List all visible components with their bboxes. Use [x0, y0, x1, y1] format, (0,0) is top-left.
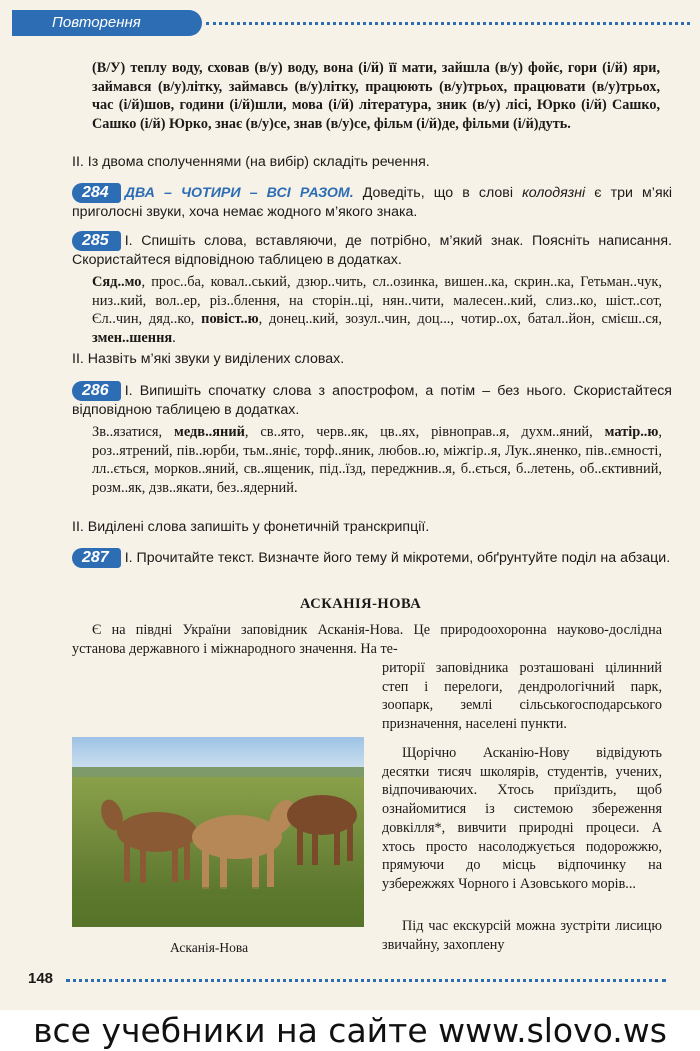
site-banner: все учебники на сайте www.slovo.ws — [0, 1010, 700, 1051]
exercise-284-tag: ДВА – ЧОТИРИ – ВСІ РАЗОМ. — [124, 185, 354, 201]
intro-task2: II. Із двома сполученнями (на вибір) складіть речення. — [72, 154, 430, 170]
exercise-285-task1: 285 I. Спишіть слова, вставляючи, де потрібно, м’який знак. Поясніть написання. Скористайтеся відповідною таблицею в додатках. — [72, 232, 672, 268]
exercise-number-286: 286 — [72, 381, 121, 401]
exercise-number-284: 284 — [72, 183, 121, 203]
intro-words: (В/У) теплу воду, сховав (в/у) воду, вона (і/й) її мати, зайшла (в/у) фойє, гори (і/й) яри, займався (в/у)літку, займавсь (в/у)літку, працюють (в/у)трьох, працювати (в/у)трьох, час (і/й)шов, години (і/й)шли, мова (і/й) література, зник (в/у) лісі, Юрко (і/й) Сашко, Сашко (і/й) Юрко, знає (в/у)се, знав (в/у)се, фільм (і/й)де, фільми (і/й)дуть. — [92, 60, 660, 133]
photo-caption: Асканія-Нова — [170, 940, 249, 955]
exercise-285-words: Сяд..мо, прос..ба, ковал..ський, дзюр..чить, сл..озинка, вишен..ка, скрин..ка, Гетьман..чук, низ..кий, вол..ер, різ..блення, на сторін..ці, нян..чити, малесен..кий, слиз..ко, шіст..сот, Єл..чин, дяд..ко, повіст..ю, донец..кий, зозул..чин, доц..., чотир..ох, батал..йон, смієш..ся, змен..шення. — [92, 274, 662, 347]
exercise-287-task1: 287 I. Прочитайте текст. Визначте його тему й мікротеми, обґрунтуйте поділ на абзаци. — [72, 548, 672, 568]
exercise-286-task2: II. Виділені слова запишіть у фонетичній транскрипції. — [72, 519, 430, 535]
article-paragraph-1: Є на півдні України заповідник Асканія-Нова. Це природоохоронна науково-дослідна установа державного і міжнародного значення. На те- — [72, 622, 662, 657]
page-number: 148 — [28, 970, 54, 987]
article-title: АСКАНІЯ-НОВА — [300, 596, 422, 612]
exercise-286-words: Зв..язатися, медв..яний, св..ято, черв..як, цв..ях, рівноправ..я, духм..яний, матір..ю, роз..ятрений, пів..юрби, тьм..яніє, торф..яник, любов..ю, міжгір..я, Лук..яненко, пів..ємності, лл..ється, морков..яний, св..ященик, під..їзд, переджнив..я, б..ється, б..летень, об..єктивний, розм..як, дзв..якати, без..ядерний. — [92, 424, 663, 497]
article-paragraph-1-rest: риторії заповідника розташовані цілинний степ і перелоги, дендрологічний парк, зоопарк, землі сільськогосподарського призначення, населені пункти. — [382, 660, 662, 733]
exercise-number-285: 285 — [72, 231, 121, 251]
exercise-284: 284 ДВА – ЧОТИРИ – ВСІ РАЗОМ. Доведіть, що в слові колодязні є три м’які приголосні звуки, хоча немає жодного м’якого знака. — [72, 184, 672, 220]
header-divider — [206, 22, 690, 25]
steppe-horses-image — [72, 737, 364, 927]
exercise-286-task1: 286 I. Випишіть спочатку слова з апострофом, а потім – без нього. Скористайтеся відповідною таблицею в додатках. — [72, 382, 672, 418]
article-paragraph-3: Під час екскурсій можна зустріти лисицю звичайну, захоплену — [382, 918, 662, 953]
horses-photo — [72, 737, 364, 927]
article-paragraph-2: Щорічно Асканію-Нову відвідують десятки тисяч школярів, студентів, учених, відпочиваючих. Хтось приїздить, щоб ознайомитися із системою збереження довкілля*, вивчити природні процеси. А хтось просто насолоджується подорожжю, прямуючи до місць відпочинку на узбережжях Чорного і Азовського морів... — [382, 745, 662, 892]
exercise-285-task2: II. Назвіть м’які звуки у виділених словах. — [72, 351, 345, 367]
footer-divider — [66, 979, 666, 982]
section-header-tab — [12, 10, 202, 36]
word-koloddyazni: колодязні — [522, 185, 586, 201]
exercise-number-287: 287 — [72, 548, 121, 568]
section-title: Повторення — [52, 14, 141, 31]
